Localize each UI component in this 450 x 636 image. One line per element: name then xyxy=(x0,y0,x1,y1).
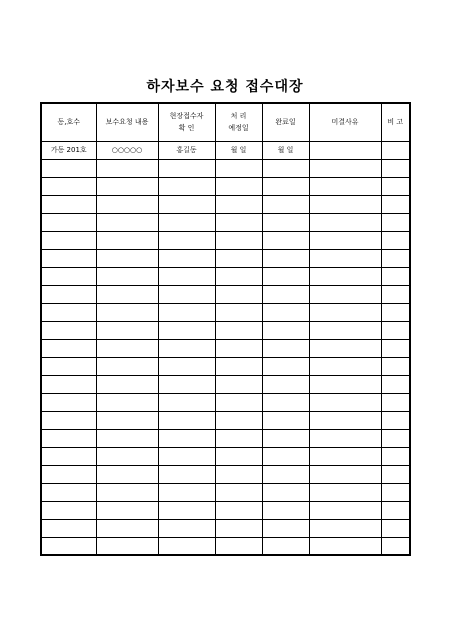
table-row-empty xyxy=(41,357,410,375)
table-row-empty xyxy=(41,519,410,537)
cell-remarks[interactable] xyxy=(381,483,410,501)
cell-receiver[interactable] xyxy=(158,393,215,411)
cell-reason[interactable] xyxy=(309,519,381,537)
cell-receiver[interactable] xyxy=(158,447,215,465)
table-row-empty xyxy=(41,411,410,429)
cell-completed[interactable] xyxy=(262,177,309,195)
cell-content[interactable] xyxy=(96,195,158,213)
cell-completed[interactable] xyxy=(262,285,309,303)
cell-unit[interactable] xyxy=(41,159,96,177)
cell-content[interactable] xyxy=(96,375,158,393)
column-header-label: 현장접수자 xyxy=(169,112,204,121)
table-row-empty xyxy=(41,339,410,357)
table-body xyxy=(41,141,410,555)
table-row-empty xyxy=(41,321,410,339)
cell-remarks[interactable] xyxy=(381,231,410,249)
cell-unit[interactable] xyxy=(41,195,96,213)
cell-content[interactable] xyxy=(96,519,158,537)
table-row-empty xyxy=(41,231,410,249)
column-header-label: 비 고 xyxy=(387,118,404,127)
cell-scheduled[interactable] xyxy=(215,411,262,429)
cell-scheduled[interactable] xyxy=(215,429,262,447)
cell-reason[interactable] xyxy=(309,447,381,465)
cell-reason[interactable] xyxy=(309,465,381,483)
table-row-empty xyxy=(41,285,410,303)
cell-scheduled[interactable] xyxy=(215,321,262,339)
cell-unit[interactable] xyxy=(41,339,96,357)
cell-scheduled[interactable] xyxy=(215,375,262,393)
table-row-empty xyxy=(41,249,410,267)
cell-unit[interactable] xyxy=(41,285,96,303)
cell-reason[interactable] xyxy=(309,375,381,393)
cell-scheduled[interactable] xyxy=(215,195,262,213)
cell-content[interactable] xyxy=(96,249,158,267)
cell-receiver[interactable] xyxy=(158,285,215,303)
cell-scheduled[interactable] xyxy=(215,393,262,411)
column-header-content xyxy=(96,103,158,141)
cell-scheduled[interactable] xyxy=(215,285,262,303)
cell-reason[interactable] xyxy=(309,249,381,267)
cell-content[interactable] xyxy=(96,357,158,375)
cell-reason[interactable] xyxy=(309,537,381,555)
cell-content[interactable] xyxy=(96,537,158,555)
table-row-empty xyxy=(41,393,410,411)
cell-reason[interactable] xyxy=(309,411,381,429)
cell-reason[interactable] xyxy=(309,195,381,213)
cell-content[interactable] xyxy=(96,429,158,447)
cell-receiver[interactable] xyxy=(158,177,215,195)
cell-completed[interactable] xyxy=(262,501,309,519)
cell-remarks[interactable] xyxy=(381,357,410,375)
cell-remarks[interactable] xyxy=(381,393,410,411)
cell-completed[interactable] xyxy=(262,231,309,249)
cell-completed[interactable] xyxy=(262,537,309,555)
table-row-empty xyxy=(41,159,410,177)
cell-remarks[interactable] xyxy=(381,411,410,429)
cell-reason[interactable] xyxy=(309,393,381,411)
cell-scheduled[interactable] xyxy=(215,159,262,177)
cell-completed[interactable] xyxy=(262,339,309,357)
cell-completed[interactable] xyxy=(262,249,309,267)
cell-content[interactable] xyxy=(96,501,158,519)
table-row xyxy=(41,141,410,159)
cell-completed[interactable] xyxy=(262,519,309,537)
table-row-empty xyxy=(41,213,410,231)
cell-reason[interactable] xyxy=(309,285,381,303)
cell-completed[interactable] xyxy=(262,429,309,447)
cell-content[interactable] xyxy=(96,411,158,429)
cell-remarks[interactable] xyxy=(381,195,410,213)
cell-scheduled[interactable] xyxy=(215,249,262,267)
cell-remarks[interactable] xyxy=(381,249,410,267)
cell-unit[interactable] xyxy=(41,231,96,249)
table-row-empty xyxy=(41,429,410,447)
column-header-label: 완료일 xyxy=(275,118,296,127)
column-header-receiver xyxy=(158,103,215,141)
cell-unit[interactable] xyxy=(41,411,96,429)
cell-receiver: 홍길동 xyxy=(158,141,215,159)
repair-request-table xyxy=(40,102,411,556)
cell-receiver[interactable] xyxy=(158,159,215,177)
column-header-label: 보수요청 내용 xyxy=(105,118,149,127)
cell-completed[interactable] xyxy=(262,267,309,285)
cell-unit[interactable] xyxy=(41,375,96,393)
cell-unit[interactable] xyxy=(41,447,96,465)
cell-reason[interactable] xyxy=(309,267,381,285)
cell-content[interactable] xyxy=(96,267,158,285)
cell-remarks[interactable] xyxy=(381,537,410,555)
cell-receiver[interactable] xyxy=(158,321,215,339)
table-row-empty xyxy=(41,303,410,321)
cell-scheduled[interactable] xyxy=(215,447,262,465)
cell-content[interactable] xyxy=(96,447,158,465)
cell-remarks[interactable] xyxy=(381,213,410,231)
table-row-empty xyxy=(41,483,410,501)
cell-content[interactable] xyxy=(96,465,158,483)
cell-remarks[interactable] xyxy=(381,501,410,519)
cell-unit[interactable] xyxy=(41,321,96,339)
cell-remarks[interactable] xyxy=(381,321,410,339)
cell-content[interactable] xyxy=(96,213,158,231)
cell-receiver[interactable] xyxy=(158,375,215,393)
cell-content[interactable] xyxy=(96,177,158,195)
table-row-empty xyxy=(41,375,410,393)
column-header-label: 확 인 xyxy=(178,124,195,133)
cell-scheduled[interactable] xyxy=(215,231,262,249)
cell-completed[interactable] xyxy=(262,159,309,177)
cell-reason[interactable] xyxy=(309,213,381,231)
cell-unit[interactable] xyxy=(41,501,96,519)
cell-completed[interactable] xyxy=(262,465,309,483)
cell-scheduled[interactable] xyxy=(215,501,262,519)
cell-scheduled[interactable] xyxy=(215,213,262,231)
column-header-label: 미결사유 xyxy=(331,118,359,127)
cell-receiver[interactable] xyxy=(158,483,215,501)
cell-content: ○○○○○ xyxy=(96,141,158,159)
cell-remarks[interactable] xyxy=(381,465,410,483)
cell-content[interactable] xyxy=(96,303,158,321)
cell-scheduled[interactable] xyxy=(215,519,262,537)
table-row-empty xyxy=(41,447,410,465)
cell-unit[interactable] xyxy=(41,249,96,267)
column-header-label: 처 리 xyxy=(230,112,247,121)
cell-receiver[interactable] xyxy=(158,303,215,321)
cell-scheduled[interactable] xyxy=(215,267,262,285)
cell-unit[interactable] xyxy=(41,537,96,555)
cell-receiver[interactable] xyxy=(158,411,215,429)
cell-completed[interactable] xyxy=(262,375,309,393)
cell-remarks[interactable] xyxy=(381,303,410,321)
cell-scheduled[interactable] xyxy=(215,483,262,501)
cell-unit[interactable] xyxy=(41,267,96,285)
cell-remarks[interactable] xyxy=(381,339,410,357)
cell-remarks[interactable] xyxy=(381,429,410,447)
cell-unit[interactable] xyxy=(41,483,96,501)
cell-reason[interactable] xyxy=(309,231,381,249)
cell-content[interactable] xyxy=(96,393,158,411)
cell-receiver[interactable] xyxy=(158,537,215,555)
column-header-completed xyxy=(262,103,309,141)
cell-receiver[interactable] xyxy=(158,249,215,267)
column-header-remarks xyxy=(381,103,410,141)
cell-unit[interactable] xyxy=(41,465,96,483)
table-row-empty xyxy=(41,537,410,555)
cell-completed[interactable] xyxy=(262,411,309,429)
cell-unit[interactable] xyxy=(41,429,96,447)
cell-scheduled[interactable] xyxy=(215,303,262,321)
cell-completed[interactable] xyxy=(262,321,309,339)
cell-receiver[interactable] xyxy=(158,231,215,249)
cell-scheduled[interactable] xyxy=(215,357,262,375)
cell-unit[interactable] xyxy=(41,519,96,537)
cell-reason[interactable] xyxy=(309,159,381,177)
cell-remarks[interactable] xyxy=(381,285,410,303)
cell-remarks[interactable] xyxy=(381,159,410,177)
cell-reason[interactable] xyxy=(309,483,381,501)
cell-reason[interactable] xyxy=(309,303,381,321)
cell-reason xyxy=(309,141,381,159)
cell-content[interactable] xyxy=(96,339,158,357)
table-row-empty xyxy=(41,267,410,285)
cell-unit[interactable] xyxy=(41,393,96,411)
cell-completed[interactable] xyxy=(262,357,309,375)
column-header-scheduled xyxy=(215,103,262,141)
table-row-empty xyxy=(41,195,410,213)
cell-receiver[interactable] xyxy=(158,357,215,375)
cell-completed[interactable] xyxy=(262,303,309,321)
cell-receiver[interactable] xyxy=(158,339,215,357)
cell-remarks[interactable] xyxy=(381,267,410,285)
cell-scheduled: 월 일 xyxy=(215,141,262,159)
cell-remarks[interactable] xyxy=(381,447,410,465)
cell-unit[interactable] xyxy=(41,357,96,375)
cell-completed[interactable] xyxy=(262,195,309,213)
column-header-label: 동,호수 xyxy=(57,118,80,127)
cell-remarks[interactable] xyxy=(381,519,410,537)
cell-scheduled[interactable] xyxy=(215,339,262,357)
cell-remarks[interactable] xyxy=(381,177,410,195)
header-row xyxy=(41,103,410,141)
cell-scheduled[interactable] xyxy=(215,465,262,483)
cell-unit[interactable] xyxy=(41,303,96,321)
cell-reason[interactable] xyxy=(309,357,381,375)
cell-unit: 가동 201호 xyxy=(41,141,96,159)
cell-content[interactable] xyxy=(96,483,158,501)
table-row-empty xyxy=(41,501,410,519)
cell-content[interactable] xyxy=(96,285,158,303)
cell-scheduled[interactable] xyxy=(215,537,262,555)
cell-reason[interactable] xyxy=(309,339,381,357)
cell-unit[interactable] xyxy=(41,213,96,231)
cell-content[interactable] xyxy=(96,231,158,249)
cell-receiver[interactable] xyxy=(158,501,215,519)
cell-completed[interactable] xyxy=(262,393,309,411)
cell-reason[interactable] xyxy=(309,429,381,447)
cell-completed[interactable] xyxy=(262,447,309,465)
cell-scheduled[interactable] xyxy=(215,177,262,195)
cell-remarks[interactable] xyxy=(381,375,410,393)
page-title: 하자보수 요청 접수대장 xyxy=(146,79,304,95)
cell-unit[interactable] xyxy=(41,177,96,195)
cell-reason[interactable] xyxy=(309,177,381,195)
column-header-label: 예정일 xyxy=(228,124,249,133)
cell-receiver[interactable] xyxy=(158,213,215,231)
cell-content[interactable] xyxy=(96,159,158,177)
table-row-empty xyxy=(41,177,410,195)
cell-content[interactable] xyxy=(96,321,158,339)
cell-receiver[interactable] xyxy=(158,519,215,537)
cell-receiver[interactable] xyxy=(158,195,215,213)
column-header-reason xyxy=(309,103,381,141)
cell-receiver[interactable] xyxy=(158,429,215,447)
cell-receiver[interactable] xyxy=(158,267,215,285)
cell-completed[interactable] xyxy=(262,483,309,501)
column-header-unit xyxy=(41,103,96,141)
cell-reason[interactable] xyxy=(309,501,381,519)
cell-remarks xyxy=(381,141,410,159)
cell-reason[interactable] xyxy=(309,321,381,339)
cell-receiver[interactable] xyxy=(158,465,215,483)
table-row-empty xyxy=(41,465,410,483)
cell-completed[interactable] xyxy=(262,213,309,231)
cell-completed: 월 일 xyxy=(262,141,309,159)
